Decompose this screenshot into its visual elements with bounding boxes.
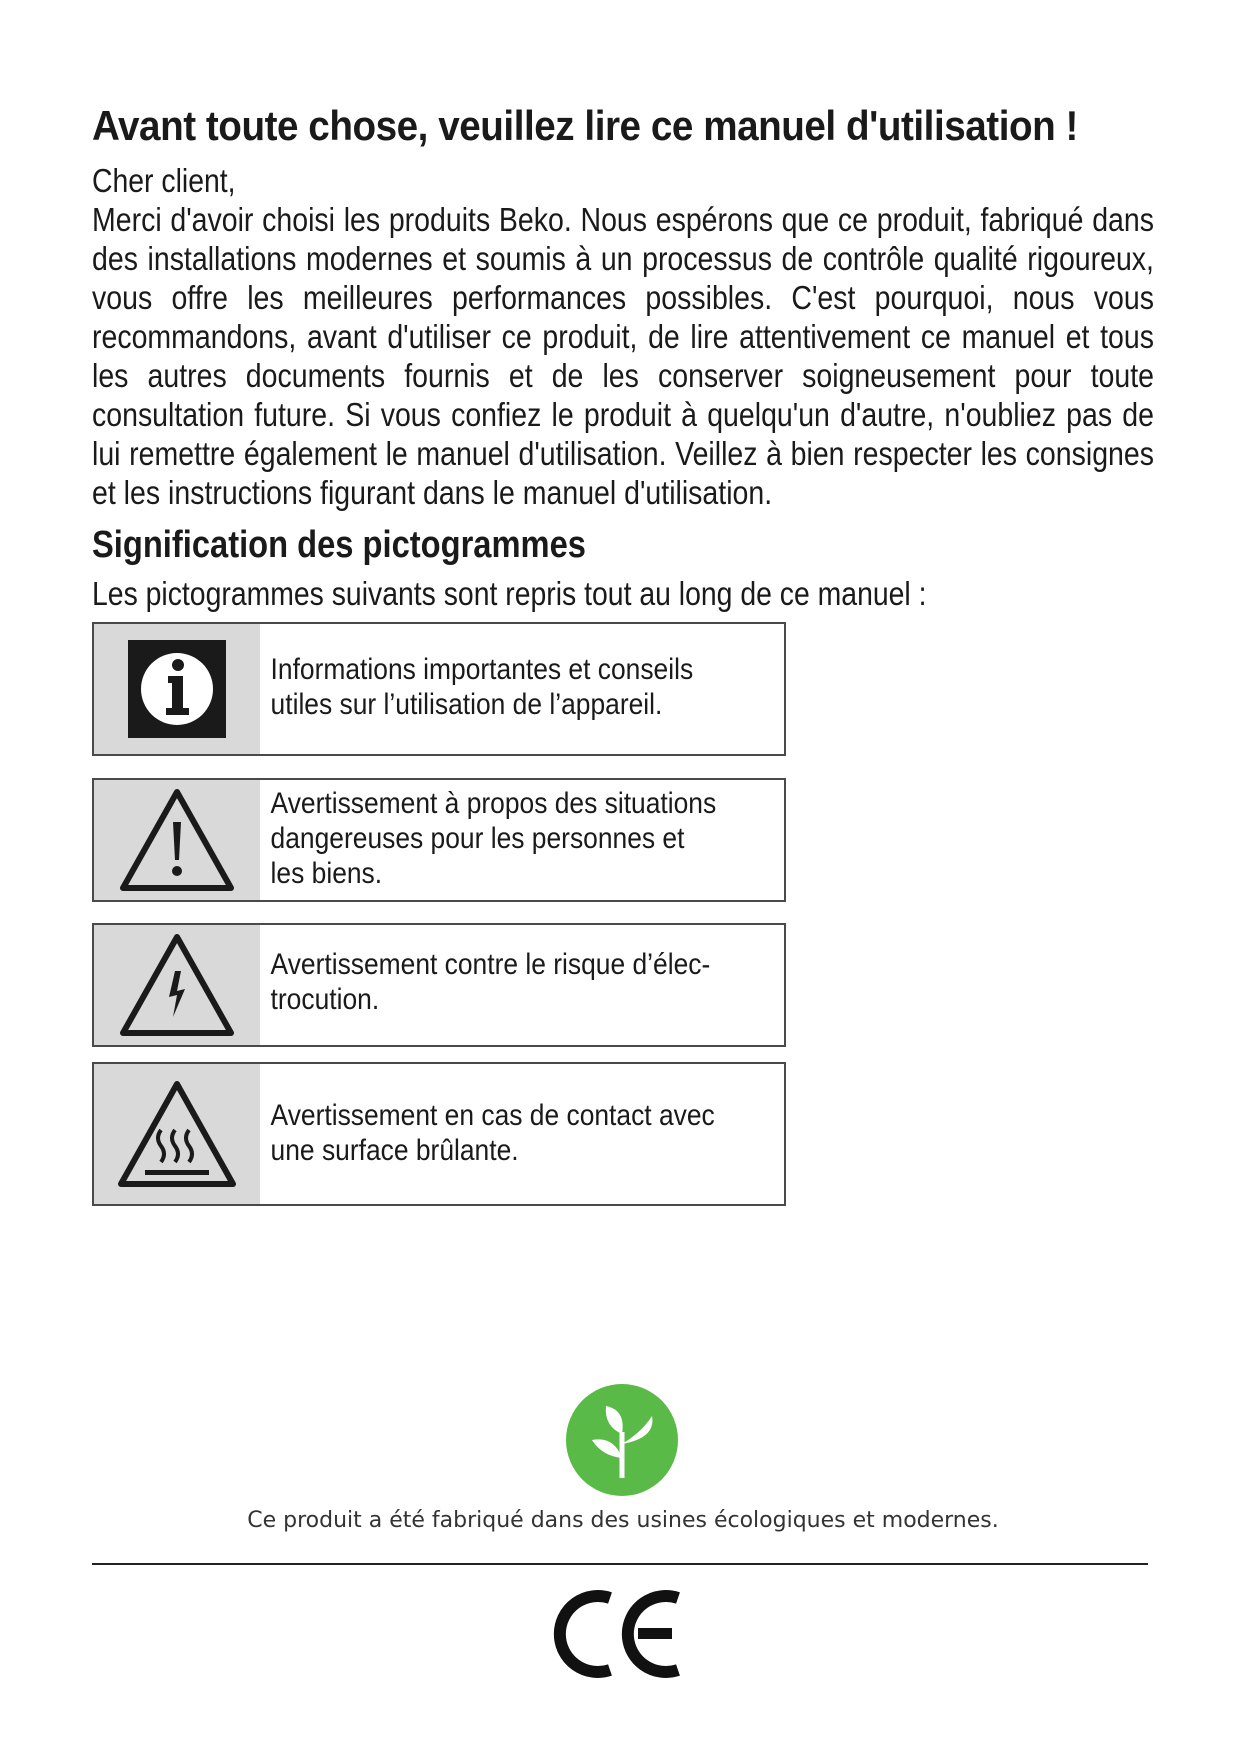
- pictogram-description: Informations importantes et conseils utiles sur l’utilisation de l’appareil.: [270, 653, 694, 721]
- pictogram-description: Avertissement à propos des situations dangereuses pour les personnes et les biens.: [270, 787, 717, 890]
- pictogram-electric-row: [92, 923, 786, 1047]
- eco-statement: Ce produit a été fabriqué dans des usines écologiques et modernes.: [247, 1508, 999, 1533]
- pictogram-icon-cell: [94, 624, 260, 754]
- ce-mark-icon: [548, 1584, 688, 1684]
- info-icon: [128, 640, 226, 738]
- pictogram-warning-row: [92, 778, 786, 902]
- pictogram-hot-surface-row: [92, 1062, 786, 1206]
- page-title: Avant toute chose, veuillez lire ce manuel d'utilisation !: [92, 102, 1078, 149]
- section-intro: Les pictogrammes suivants sont repris tout au long de ce manuel :: [92, 575, 927, 612]
- section-title: Signification des pictogrammes: [92, 524, 586, 566]
- pictogram-description: Avertissement contre le risque d’élec-trocution.: [270, 948, 711, 1016]
- pictogram-description: Avertissement en cas de contact avec une surface brûlante.: [270, 1099, 715, 1167]
- pictogram-icon-cell: [94, 925, 260, 1045]
- electric-shock-icon: [117, 931, 237, 1039]
- pictogram-icon-cell: [94, 1064, 260, 1204]
- hot-surface-icon: [115, 1078, 239, 1190]
- salutation: Cher client,: [92, 162, 236, 199]
- pictogram-icon-cell: [94, 780, 260, 900]
- pictogram-info-row: [92, 622, 786, 756]
- leaf-icon: [564, 1382, 680, 1498]
- footer-divider: [92, 1563, 1148, 1565]
- warning-icon: [117, 786, 237, 894]
- intro-paragraph: Merci d'avoir choisi les produits Beko. Nous espérons que ce produit, fabriqué dans des installations modernes et soumis à un processus de contrôle qualité rigoureux, vous offre les meilleures performances possibles. C'est pourquoi, nous vous recommandons, avant d'utiliser ce produit, de lire attentivement ce manuel et tous les autres documents fournis et de les conserver soigneusement pour toute consultation future. Si vous confiez le produit à quelqu'un d'autre, n'oubliez pas de lui remettre également le manuel d'utilisation. Veillez à bien respecter les consignes et les instructions figurant dans le manuel d'utilisation.: [92, 201, 1154, 511]
